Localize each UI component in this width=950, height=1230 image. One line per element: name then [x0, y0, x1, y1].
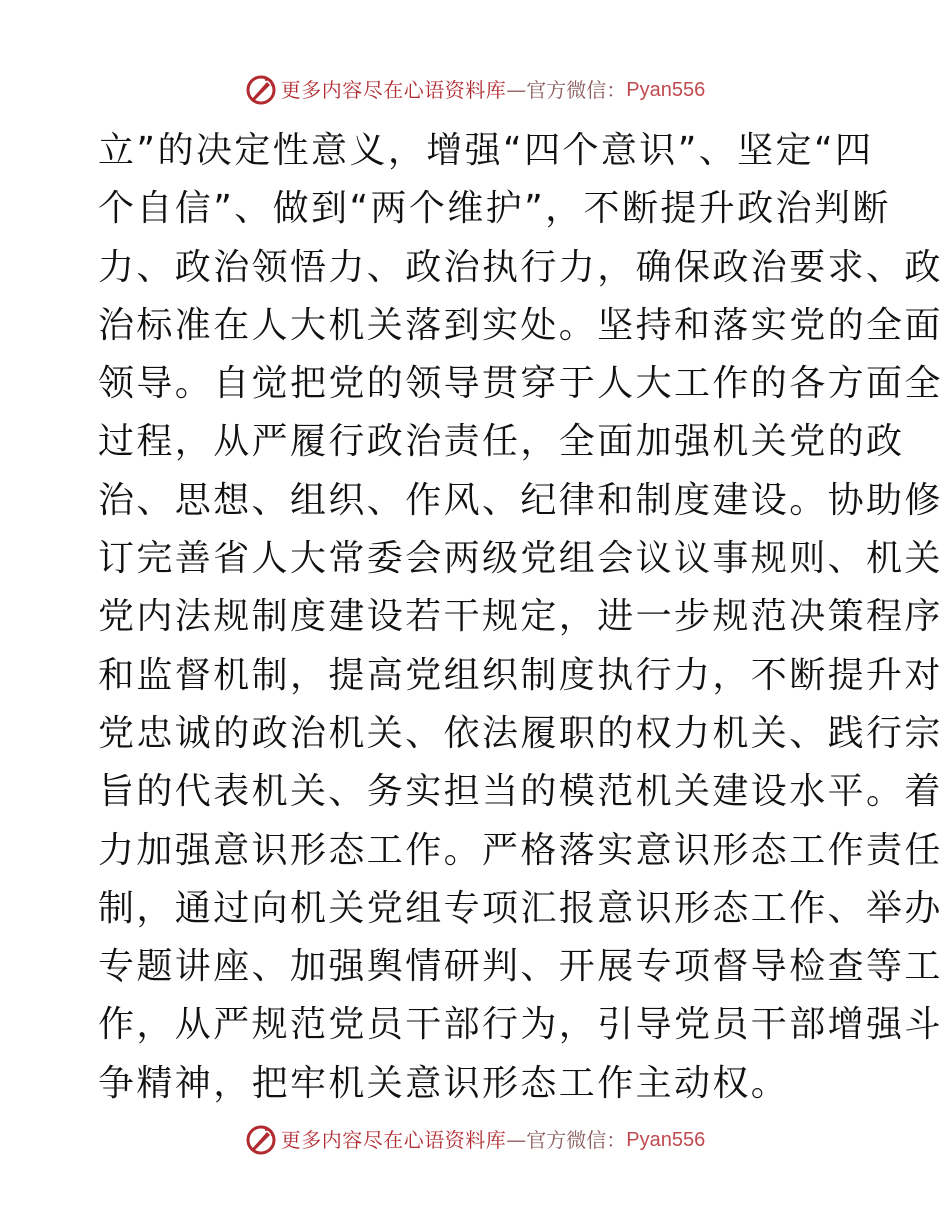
body-line: 专题讲座、加强舆情研判、开展专项督导检查等工: [98, 946, 943, 988]
body-line: 订完善省人大常委会两级党组会议议事规则、机关: [98, 538, 943, 580]
document-body: [98, 122, 943, 1113]
body-line: 旨的代表机关、务实担当的模范机关建设水平。着: [98, 771, 943, 813]
body-line: 过程，从严履行政治责任，全面加强机关党的政: [98, 421, 905, 463]
body-line: 治、思想、组织、作风、纪律和制度建设。协助修: [98, 479, 943, 521]
body-line: 立”的决定性意义，增强“四个意识”、坚定“四: [98, 130, 874, 171]
quill-logo-icon: [245, 1124, 277, 1156]
body-line: 领导。自觉把党的领导贯穿于人大工作的各方面全: [98, 363, 943, 405]
watermark-separator: —: [506, 1128, 527, 1152]
body-line: 党内法规制度建设若干规定，进一步规范决策程序: [98, 596, 943, 638]
watermark-contact-id: Pyan556: [626, 79, 706, 101]
body-line: 争精神，把牢机关意识形态工作主动权。: [98, 1062, 790, 1104]
watermark-site-name: 更多内容尽在心语资料库: [280, 1128, 507, 1152]
watermark-contact-label: 官方微信：: [526, 78, 627, 102]
quill-logo-icon: [245, 74, 277, 106]
watermark-separator: —: [506, 78, 527, 102]
body-line: 力、政治领悟力、政治执行力，确保政治要求、政: [98, 246, 943, 288]
body-line: 党忠诚的政治机关、依法履职的权力机关、践行宗: [98, 712, 943, 754]
watermark-contact-label: 官方微信：: [526, 1128, 627, 1152]
body-line: 作，从严规范党员干部行为，引导党员干部增强斗: [98, 1004, 943, 1046]
watermark-site-name: 更多内容尽在心语资料库: [280, 78, 507, 102]
body-line: 治标准在人大机关落到实处。坚持和落实党的全面: [98, 304, 943, 346]
footer-watermark: [0, 1120, 950, 1160]
body-line: 和监督机制，提高党组织制度执行力，不断提升对: [98, 654, 943, 696]
watermark-contact-id: Pyan556: [626, 1129, 706, 1151]
header-watermark: [0, 70, 950, 110]
body-line: 个自信”、做到“两个维护”，不断提升政治判断: [98, 188, 891, 230]
body-line: 力加强意识形态工作。严格落实意识形态工作责任: [98, 829, 943, 871]
body-line: 制，通过向机关党组专项汇报意识形态工作、举办: [98, 887, 943, 929]
